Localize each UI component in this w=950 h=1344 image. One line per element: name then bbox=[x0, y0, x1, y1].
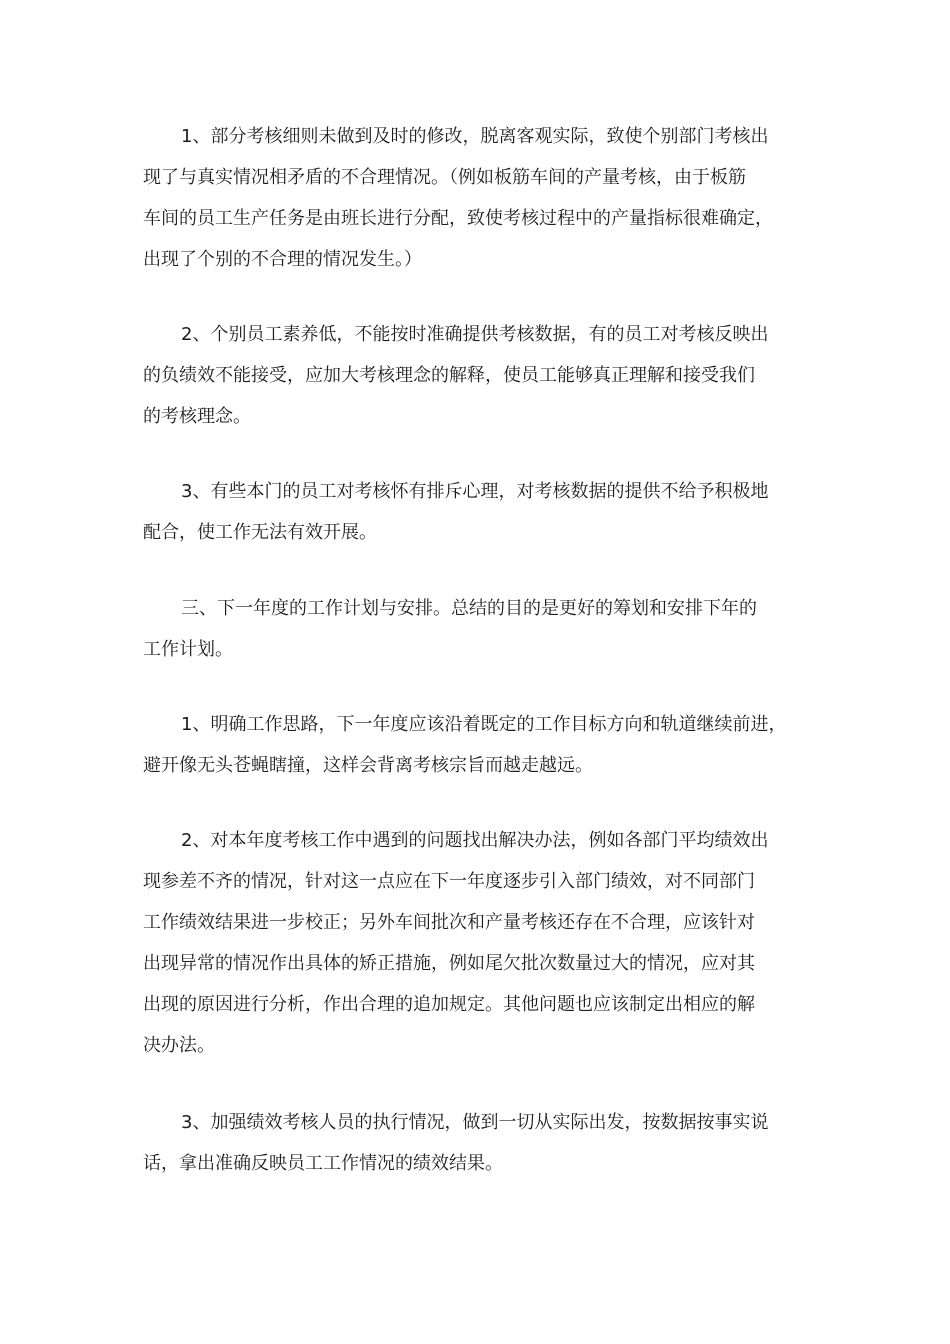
text-line: 工作绩效结果进一步校正；另外车间批次和产量考核还存在不合理，应该针对 bbox=[143, 912, 755, 933]
text-line: 的负绩效不能接受，应加大考核理念的解释，使员工能够真正理解和接受我们 bbox=[143, 365, 755, 386]
text-line: 三、下一年度的工作计划与安排。总结的目的是更好的筹划和安排下年的 bbox=[181, 598, 757, 619]
text-line: 2、对本年度考核工作中遇到的问题找出解决办法，例如各部门平均绩效出 bbox=[181, 830, 769, 851]
text-line: 工作计划。 bbox=[143, 639, 233, 660]
text-line: 话，拿出准确反映员工工作情况的绩效结果。 bbox=[143, 1153, 503, 1174]
text-line: 的考核理念。 bbox=[143, 406, 251, 427]
text-line: 决办法。 bbox=[143, 1035, 215, 1056]
text-line: 3、有些本门的员工对考核怀有排斥心理，对考核数据的提供不给予积极地 bbox=[181, 481, 769, 502]
text-line: 现了与真实情况相矛盾的不合理情况。（例如板筋车间的产量考核，由于板筋 bbox=[143, 167, 746, 188]
text-line: 车间的员工生产任务是由班长进行分配，致使考核过程中的产量指标很难确定， bbox=[143, 208, 773, 229]
text-line: 避开像无头苍蝇瞎撞，这样会背离考核宗旨而越走越远。 bbox=[143, 755, 593, 776]
text-line: 1、明确工作思路，下一年度应该沿着既定的工作目标方向和轨道继续前进， bbox=[181, 714, 787, 735]
text-line: 1、部分考核细则未做到及时的修改，脱离客观实际，致使个别部门考核出 bbox=[181, 126, 769, 147]
text-line: 配合，使工作无法有效开展。 bbox=[143, 522, 377, 543]
text-line: 出现了个别的不合理的情况发生。） bbox=[143, 249, 422, 270]
text-line: 3、加强绩效考核人员的执行情况，做到一切从实际出发，按数据按事实说 bbox=[181, 1112, 769, 1133]
text-line: 出现的原因进行分析，作出合理的追加规定。其他问题也应该制定出相应的解 bbox=[143, 994, 755, 1015]
text-line: 出现异常的情况作出具体的矫正措施，例如尾欠批次数量过大的情况，应对其 bbox=[143, 953, 755, 974]
text-line: 2、个别员工素养低，不能按时准确提供考核数据，有的员工对考核反映出 bbox=[181, 324, 769, 345]
text-line: 现参差不齐的情况，针对这一点应在下一年度逐步引入部门绩效，对不同部门 bbox=[143, 871, 755, 892]
